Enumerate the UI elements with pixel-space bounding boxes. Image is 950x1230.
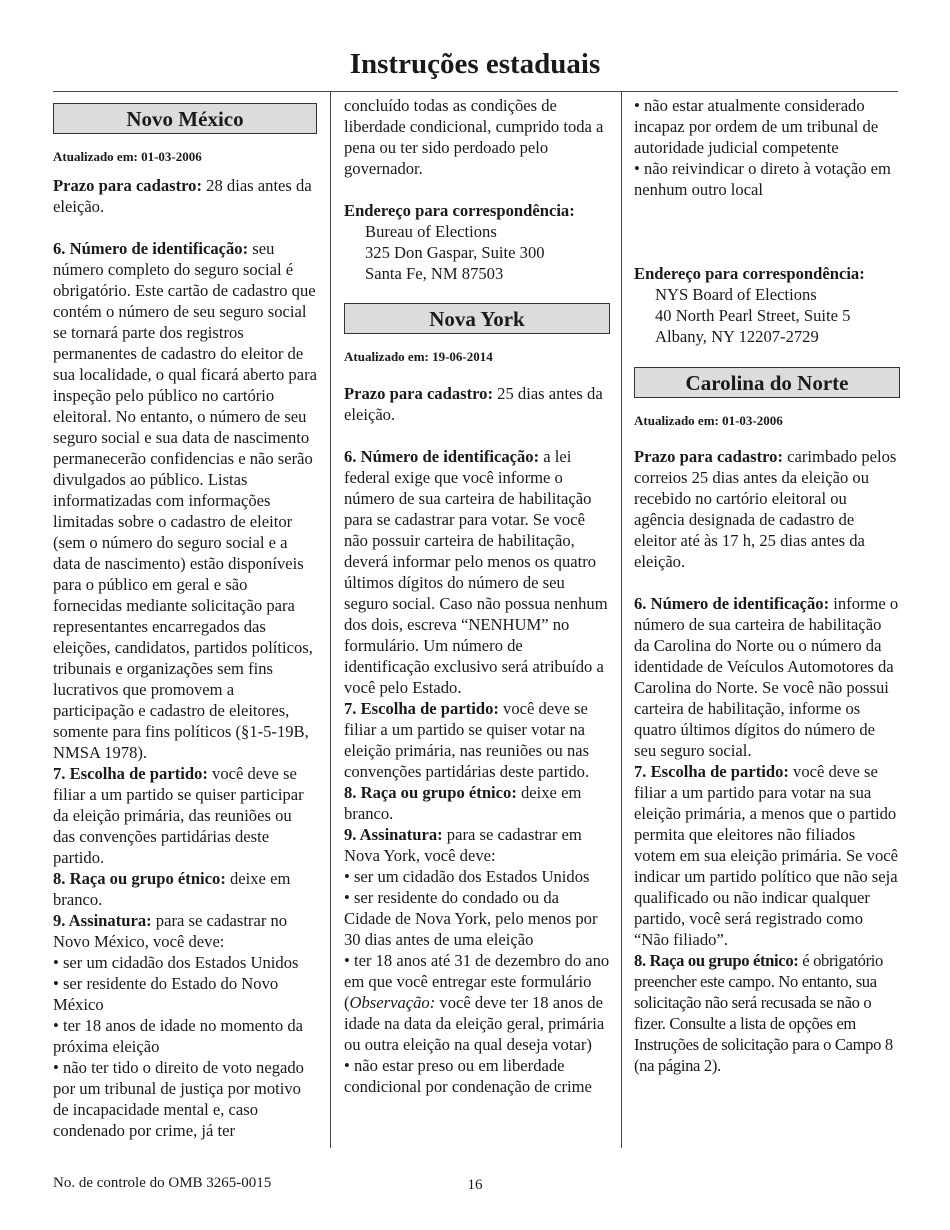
race-section: [53, 868, 317, 910]
requirement-item: • ser residente do Estado do Novo México: [53, 974, 279, 1014]
id-number-text: informe o número de sua carteira de habilitação da Carolina do Norte ou o número da identidade de Veículos Automotores da Carolina do Norte. Se você não possui carteira de habilitação, informe os quatro últimos dígitos do número de seu seguro social.: [634, 594, 899, 760]
mailing-address-line: NYS Board of Elections: [655, 285, 817, 304]
deadline-label: Prazo para cadastro:: [344, 384, 494, 403]
requirement-item: • ter 18 anos de idade no momento da próxima eleição: [53, 1016, 304, 1056]
signature-text: para se cadastrar em Nova York, você deve:: [344, 825, 582, 865]
requirement-item: • não estar atualmente considerado incapaz por ordem de um tribunal de autoridade judicial competente: [634, 96, 879, 157]
column-new-york: [344, 95, 610, 1097]
requirement-text: • ter 18 anos até 31 de dezembro do ano em que você entregar este formulário (: [344, 951, 610, 1012]
id-number-text: a lei federal exige que você informe o número de sua carteira de habilitação para se cadastrar para votar. Se você não possuir carteira de habilitação, deverá informar pelo menos os quatro últimos dígitos do número de seu seguro social. Caso não possua nenhum dos dois, escreva “NENHUM” no formulário. Um número de identificação exclusivo será atribuído a você pelo Estado.: [344, 447, 608, 697]
requirement-item: • ser residente do condado ou da Cidade de Nova York, pelo menos por 30 dias antes de uma eleição: [344, 888, 598, 949]
deadline-label: Prazo para cadastro:: [634, 447, 784, 466]
updated-date: Atualizado em: 01-03-2006: [53, 149, 202, 164]
deadline-text: 25 dias antes da eleição.: [344, 384, 603, 424]
party-section: [634, 761, 900, 950]
race-section: [344, 782, 610, 824]
party-text: você deve se filiar a um partido se quiser participar da eleição primária, das reuniões ou das convenções partidárias deste partido.: [53, 764, 304, 867]
signature-label: 9. Assinatura:: [53, 911, 152, 930]
mailing-address-label: Endereço para correspondência:: [634, 264, 865, 283]
mailing-address-line: 325 Don Gaspar, Suite 300: [365, 243, 545, 262]
id-number-section: [53, 238, 317, 763]
requirement-item: • ser um cidadão dos Estados Unidos: [344, 867, 590, 886]
requirement-item: • não estar preso ou em liberdade condicional por condenação de crime: [344, 1056, 592, 1096]
note-label: Observação:: [349, 993, 436, 1012]
requirement-item: • não ter tido o direito de voto negado por um tribunal de justiça por motivo de incapacidade mental e, caso condenado por crime, já ter: [53, 1058, 304, 1140]
party-section: [344, 698, 610, 782]
mailing-address-line: Albany, NY 12207-2729: [655, 327, 819, 346]
deadline-text: carimbado pelos correios 25 dias antes da eleição ou recebido no cartório eleitoral ou agência designada de cadastro de eleitor até às 17 h, 25 dias antes da eleição.: [634, 447, 897, 571]
signature-label: 9. Assinatura:: [344, 825, 443, 844]
registration-deadline: [53, 175, 317, 217]
registration-deadline: [634, 446, 900, 572]
id-number-section: [344, 446, 610, 698]
deadline-label: Prazo para cadastro:: [53, 176, 203, 195]
state-heading-new-york: Nova York: [344, 303, 610, 334]
updated-date: Atualizado em: 01-03-2006: [634, 413, 783, 428]
party-text: você deve se filiar a um partido para votar na sua eleição primária, a menos que o partido permita que eleitores não filiados votem em sua eleição primária. Se você indicar um partido político que não seja qualificado ou não indicar qualquer partido, você será registrado como “Não filiado”.: [634, 762, 899, 949]
registration-deadline: [344, 383, 610, 425]
requirement-item: • ser um cidadão dos Estados Unidos: [53, 953, 299, 972]
id-number-label: 6. Número de identificação:: [53, 239, 249, 258]
signature-section: [53, 910, 317, 952]
party-label: 7. Escolha de partido:: [344, 699, 499, 718]
page-number: 16: [467, 1177, 483, 1193]
party-section: [53, 763, 317, 868]
race-text: deixe em branco.: [53, 869, 291, 909]
column-divider-left: [330, 92, 331, 1148]
race-text: deixe em branco.: [344, 783, 582, 823]
id-number-label: 6. Número de identificação:: [344, 447, 540, 466]
id-number-label: 6. Número de identificação:: [634, 594, 830, 613]
race-label: 8. Raça ou grupo étnico:: [634, 951, 799, 970]
race-label: 8. Raça ou grupo étnico:: [53, 869, 226, 888]
mailing-address-line: 40 North Pearl Street, Suite 5: [655, 306, 851, 325]
column-divider-right: [621, 92, 622, 1148]
race-section: [634, 950, 900, 1076]
race-text: é obrigatório preencher este campo. No entanto, sua solicitação não será recusada se não o fizer. Consulte a lista de opções em Instruções de solicitação para o Campo 8 (na página 2).: [634, 951, 893, 1075]
title-rule: [53, 91, 898, 92]
updated-date: Atualizado em: 19-06-2014: [344, 349, 493, 364]
column-north-carolina: [634, 95, 900, 1076]
state-heading-new-mexico: Novo México: [53, 103, 317, 134]
requirement-item-continued: concluído todas as condições de liberdade condicional, cumprido toda a pena ou ter sido perdoado pelo governador.: [344, 96, 604, 178]
deadline-text: 28 dias antes da eleição.: [53, 176, 312, 216]
requirement-item: • não reivindicar o direto à votação em nenhum outro local: [634, 159, 891, 199]
signature-text: para se cadastrar no Novo México, você deve:: [53, 911, 288, 951]
id-number-text: seu número completo do seguro social é obrigatório. Este cartão de cadastro que contém o número de seu seguro social se tornará parte dos registros permanentes de cadastro do eleitor de sua localidade, o qual ficará aberto para inspeção pelo público no cartório eleitoral. No entanto, o número de seu seguro social e sua data de nascimento permanecerão confidencias e não serão divulgados ao público. Listas informatizadas com informações limitadas sobre o cadastro de eleitor (sem o número do seguro social e a data de nascimento) estão disponíveis para o público em geral e são fornecidas mediante solicitação para representantes encarregados das eleições, candidatos, partidos políticos, tribunais e organizações sem fins lucrativos que promovem a participação e cadastro de eleitores, somente para fins políticos (§1-5-19B, NMSA 1978).: [53, 239, 317, 762]
state-heading-north-carolina: Carolina do Norte: [634, 367, 900, 398]
mailing-address-label: Endereço para correspondência:: [344, 201, 575, 220]
signature-section: [344, 824, 610, 866]
party-label: 7. Escolha de partido:: [634, 762, 789, 781]
party-text: você deve se filiar a um partido se quiser votar na eleição primária, nas reuniões ou nas convenções partidárias deste partido.: [344, 699, 590, 781]
party-label: 7. Escolha de partido:: [53, 764, 208, 783]
id-number-section: [634, 593, 900, 761]
mailing-address-line: Santa Fe, NM 87503: [365, 264, 504, 283]
requirement-item: [344, 950, 610, 1055]
mailing-address-line: Bureau of Elections: [365, 222, 497, 241]
omb-control-number: No. de controle do OMB 3265-0015: [53, 1175, 272, 1191]
page-title: Instruções estaduais: [349, 48, 601, 80]
note-text: você deve ter 18 anos de idade na data da eleição geral, primária ou outra eleição na qual deseja votar): [344, 993, 605, 1054]
race-label: 8. Raça ou grupo étnico:: [344, 783, 517, 802]
column-new-mexico: [53, 95, 317, 1141]
